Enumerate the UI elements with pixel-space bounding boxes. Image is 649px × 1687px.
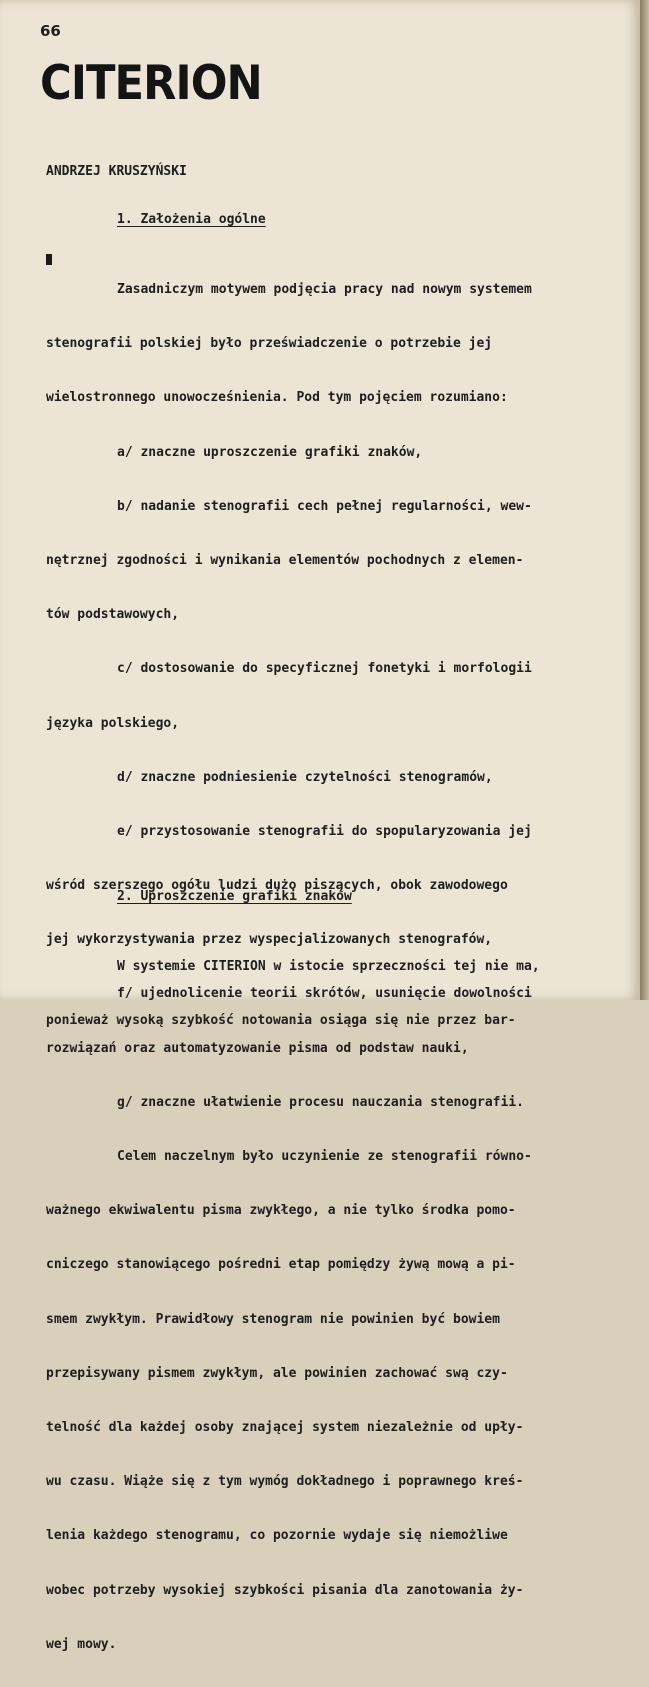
text-line: języka polskiego, (46, 715, 180, 731)
author-name: ANDRZEJ KRUSZYŃSKI (46, 164, 187, 179)
section-heading-1: 1. Założenia ogólne (117, 212, 266, 227)
text-line: wej mowy. (46, 1636, 117, 1652)
text-line: stenografii polskiej było przeświadczenie o potrzebie jej (46, 336, 493, 352)
text-line: wobec potrzeby wysokiej szybkości pisania dla zanotowania ży- (46, 1582, 524, 1598)
text-line: f/ ujednolicenie teorii skrótów, usunięcie dowolności (117, 986, 532, 1002)
text-line: nętrznej zgodności i wynikania elementów pochodnych z elemen- (46, 552, 524, 568)
text-line: lenia każdego stenogramu, co pozornie wydaje się niemożliwe (46, 1528, 508, 1544)
text-line: W systemie CITERION w istocie sprzeczności tej nie ma, (117, 959, 540, 974)
text-line: wu czasu. Wiąże się z tym wymóg dokładnego i poprawnego kreś- (46, 1474, 524, 1490)
page-number: 66 (40, 22, 61, 40)
text-line: e/ przystosowanie stenografii do spopularyzowania jej (117, 823, 532, 839)
text-line: smem zwykłym. Prawidłowy stenogram nie powinien być bowiem (46, 1311, 500, 1327)
section-2-body (46, 925, 636, 1063)
text-line: telność dla każdej osoby znającej system niezależnie od upły- (46, 1419, 524, 1435)
text-line: a/ znaczne uproszczenie grafiki znaków, (117, 444, 423, 460)
text-line: cniczego stanowiącego pośredni etap pomiędzy żywą mową a pi- (46, 1257, 516, 1273)
text-line: przepisywany pismem zwykłym, ale powinien zachować swą czy- (46, 1365, 508, 1381)
text-line: c/ dostosowanie do specyficznej fonetyki i morfologii (117, 661, 532, 677)
text-line: ponieważ wysoką szybkość notowania osiąga się nie przez bar- (46, 1013, 516, 1029)
text-line: wśród szerszego ogółu ludzi dużo piszących, obok zawodowego (46, 878, 508, 894)
text-line: wielostronnego unowocześnienia. Pod tym pojęciem rozumiano: (46, 390, 508, 406)
text-line: jej wykorzystywania przez wyspecjalizowanych stenografów, (46, 932, 493, 948)
text-line: b/ nadanie stenografii cech pełnej regularności, wew- (117, 498, 532, 514)
text-line: ważnego ekwiwalentu pisma zwykłego, a nie tylko środka pomo- (46, 1203, 516, 1219)
text-line: g/ znaczne ułatwienie procesu nauczania stenografii. (117, 1094, 524, 1110)
text-line: tów podstawowych, (46, 607, 180, 623)
text-line: rozwiązań oraz automatyzowanie pisma od podstaw nauki, (46, 1040, 469, 1056)
text-line: Celem naczelnym było uczynienie ze stenografii równo- (117, 1149, 532, 1164)
text-line: Zasadniczym motywem podjęcia pracy nad nowym systemem (117, 282, 532, 297)
text-line: d/ znaczne podniesienie czytelności stenogramów, (117, 769, 493, 785)
article-title: CITERION (40, 56, 262, 111)
section-heading-2: 2. Uproszczenie grafiki znaków (117, 889, 352, 904)
page-edge (640, 0, 649, 1000)
